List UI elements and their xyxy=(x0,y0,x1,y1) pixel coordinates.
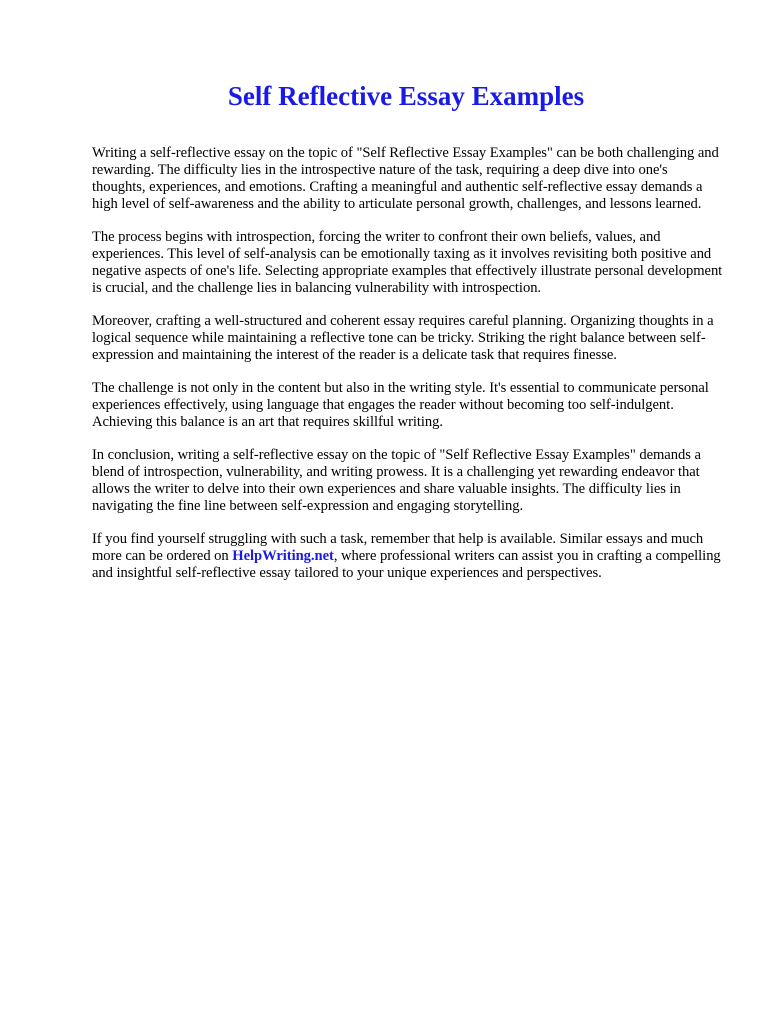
paragraph-5: In conclusion, writing a self-reflective essay on the topic of "Self Reflective Essay Examples" demands a blend of introspection, vulnerability, and writing prowess. It is a challenging yet rewarding endeavor that allows the writer to delve into their own experiences and share valuable insights. The difficulty lies in navigating the fine line between self-expression and engaging storytelling. xyxy=(92,447,701,514)
paragraph-1: Writing a self-reflective essay on the topic of "Self Reflective Essay Examples" can be both challenging and rewarding. The difficulty lies in the introspective nature of the task, requiring a deep dive into one's thoughts, experiences, and emotions. Crafting a meaningful and authentic self-reflective essay demands a high level of self-awareness and the ability to articulate personal growth, challenges, and lessons learned. xyxy=(92,145,719,212)
paragraph-4: The challenge is not only in the content but also in the writing style. It's essential to communicate personal experiences effectively, using language that engages the reader without becoming too self-indulgent. Achieving this balance is an art that requires skillful writing. xyxy=(92,380,709,430)
document-body xyxy=(92,145,724,598)
paragraph-6-text-after-link: , where professional writers can assist you in crafting a compelling and insightful self-reflective essay tailored to your unique experiences and perspectives. xyxy=(92,548,721,581)
paragraph-3: Moreover, crafting a well-structured and coherent essay requires careful planning. Organizing thoughts in a logical sequence while maintaining a reflective tone can be tricky. Striking the right balance between self-expression and maintaining the interest of the reader is a delicate task that requires finesse. xyxy=(92,313,714,363)
helpwriting-link[interactable]: HelpWriting.net xyxy=(232,548,334,564)
paragraph-2: The process begins with introspection, forcing the writer to confront their own beliefs, values, and experiences. This level of self-analysis can be emotionally taxing as it involves revisiting both positive and negative aspects of one's life. Selecting appropriate examples that effectively illustrate personal development is crucial, and the challenge lies in balancing vulnerability with introspection. xyxy=(92,229,723,296)
document-title: Self Reflective Essay Examples xyxy=(227,81,585,111)
paragraph-6-text-before-link: If you find yourself struggling with such a task, remember that help is available. Similar essays and much more can be ordered on xyxy=(92,531,704,564)
paragraph-6 xyxy=(92,531,724,582)
